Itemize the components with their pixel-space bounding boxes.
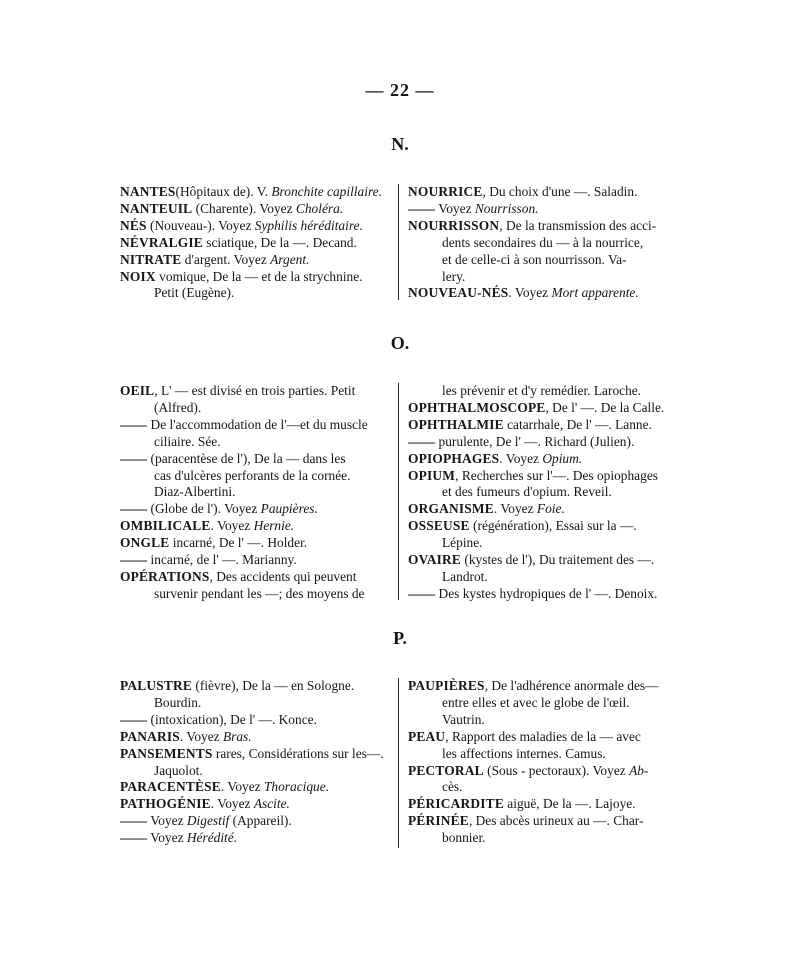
entry-first-line	[120, 417, 368, 432]
entry-first-line	[120, 235, 357, 250]
entry-continuation: et des fumeurs d'opium. Reveil.	[442, 484, 612, 500]
index-entry	[120, 451, 392, 502]
left-column	[120, 383, 392, 603]
entry-first-line	[408, 796, 636, 811]
left-column	[120, 678, 392, 847]
index-entry	[120, 678, 392, 712]
entry-first-line	[408, 184, 637, 199]
entry-heading: OVAIRE	[408, 552, 462, 568]
entry-text: Des kystes hydropiques de l' —. Denoix.	[435, 585, 658, 601]
entry-text: (Nouveau-). Voyez	[146, 217, 255, 233]
entry-first-line	[120, 552, 297, 567]
index-entry	[120, 252, 392, 269]
entry-continuation: Bourdin.	[154, 694, 202, 710]
entry-first-line	[120, 569, 356, 584]
index-entry	[408, 218, 680, 286]
entry-reference: Nourrisson.	[474, 200, 539, 216]
entry-continuation: Jaquolot.	[154, 762, 203, 778]
entry-heading: OPIOPHAGES	[408, 450, 500, 466]
entry-reference: Ab-	[629, 762, 649, 778]
entry-first-line	[120, 779, 329, 794]
entry-heading: NOURRISSON	[408, 217, 500, 233]
column-divider	[398, 383, 399, 600]
entry-reference: Foie.	[536, 501, 565, 517]
entry-reference: Paupières.	[260, 501, 318, 517]
index-entry	[408, 763, 680, 797]
entry-heading: ——	[120, 813, 148, 829]
index-entry	[120, 417, 392, 451]
entry-text: (kystes de l'), Du traitement des —.	[461, 552, 655, 568]
entry-text: (fièvre), De la — en Sologne.	[192, 678, 355, 693]
entry-heading: OPHTHALMOSCOPE	[408, 399, 546, 415]
index-entry	[120, 535, 392, 552]
entry-heading: PANARIS	[120, 728, 180, 744]
index-entry	[408, 796, 680, 813]
entry-heading: ——	[408, 200, 436, 216]
index-entry	[120, 218, 392, 235]
entry-heading: PARACENTÈSE	[120, 779, 221, 795]
entry-heading: OPHTHALMIE	[408, 416, 504, 432]
right-column	[408, 678, 680, 847]
entry-reference: Hérédité.	[186, 830, 238, 846]
entry-first-line	[408, 501, 565, 516]
entry-heading: PECTORAL	[408, 762, 484, 778]
column-divider	[398, 678, 399, 848]
index-entry	[120, 201, 392, 218]
entry-first-line	[120, 813, 292, 828]
entry-first-line	[408, 400, 664, 415]
entry-text: , Rapport des maladies de la — avec	[445, 728, 641, 744]
index-entry	[408, 678, 680, 729]
entry-heading: ——	[120, 501, 148, 517]
entry-first-line	[408, 451, 582, 466]
index-entry	[408, 501, 680, 518]
entry-text: . Voyez	[493, 501, 537, 517]
entry-reference: Opium.	[542, 450, 583, 466]
entry-heading: PÉRINÉE	[408, 813, 469, 829]
entry-continuation: survenir pendant les —; des moyens de	[154, 585, 365, 601]
index-entry	[120, 796, 392, 813]
index-entry	[120, 569, 392, 603]
entry-first-line	[408, 201, 539, 216]
index-entry	[408, 451, 680, 468]
entry-heading: ——	[120, 552, 148, 568]
entry-continuation: lery.	[442, 268, 466, 284]
entry-heading: OSSEUSE	[408, 518, 470, 534]
entry-heading: NANTEUIL	[120, 200, 193, 216]
entry-text: (intoxication), De l' —. Konce.	[147, 711, 317, 727]
entry-heading: ——	[120, 450, 148, 466]
index-entry	[408, 729, 680, 763]
entry-first-line	[408, 468, 658, 483]
index-entry	[408, 417, 680, 434]
entry-continuation: entre elles et avec le globe de l'œil.	[442, 694, 630, 710]
entry-heading: NOUVEAU-NÉS	[408, 285, 509, 301]
entry-first-line	[408, 552, 654, 567]
entry-heading: ——	[120, 416, 148, 432]
entry-text: . Voyez	[220, 779, 264, 795]
entry-heading: NOIX	[120, 268, 156, 284]
entry-text: purulente, De l' —. Richard (Julien).	[435, 433, 635, 449]
entry-tail: (Appareil).	[229, 813, 292, 829]
index-entry	[120, 501, 392, 518]
entry-first-line	[120, 729, 252, 744]
entry-text: . Voyez	[508, 285, 552, 301]
entry-first-line	[408, 218, 656, 233]
entry-first-line	[120, 830, 237, 845]
entry-first-line	[408, 285, 639, 300]
entry-text: Voyez	[435, 200, 475, 216]
entry-continuation: (Alfred).	[154, 399, 202, 415]
entry-reference: Ascite.	[253, 796, 290, 812]
entry-reference: Thoracique.	[263, 779, 330, 795]
entry-continuation: ciliaire. Sée.	[154, 433, 221, 449]
entry-text: vomique, De la — et de la strychnine.	[155, 268, 363, 284]
index-entry	[408, 201, 680, 218]
entry-heading: NÉS	[120, 217, 147, 233]
entry-first-line	[120, 201, 343, 216]
entry-heading: OPÉRATIONS	[120, 568, 210, 584]
entry-text: , Du choix d'une —. Saladin.	[482, 184, 638, 199]
entry-continuation: les prévenir et d'y remédier. Laroche.	[442, 383, 642, 398]
index-entry	[408, 383, 680, 400]
entry-reference: Argent.	[270, 251, 310, 267]
entry-heading: ONGLE	[120, 535, 170, 551]
index-entry	[408, 400, 680, 417]
entry-continuation: bonnier.	[442, 830, 486, 846]
entry-heading: OPIUM	[408, 467, 456, 483]
entry-text: , L' — est divisé en trois parties. Petit	[154, 383, 356, 398]
entry-text: catarrhale, De l' —. Lanne.	[503, 416, 652, 432]
index-entry	[120, 746, 392, 780]
entry-continuation: dents secondaires du — à la nourrice,	[442, 234, 644, 250]
entry-heading: PÉRICARDITE	[408, 796, 504, 812]
entry-first-line	[120, 535, 307, 550]
entry-text: , De l'adhérence anormale des—	[484, 678, 659, 693]
entry-heading: OMBILICALE	[120, 518, 211, 534]
entry-reference: Hernie.	[253, 518, 295, 534]
entry-first-line	[408, 678, 659, 693]
entry-heading: NITRATE	[120, 251, 182, 267]
entry-first-line	[408, 763, 648, 778]
entry-heading: OEIL	[120, 383, 155, 398]
page-number: — 22 —	[365, 80, 435, 100]
entry-reference: Digestif	[186, 813, 230, 829]
entry-first-line	[408, 417, 652, 432]
entry-text: , Des abcès urineux au —. Char-	[468, 813, 644, 829]
entry-continuation: Vautrin.	[442, 711, 485, 727]
entry-text: (Sous - pectoraux). Voyez	[483, 762, 630, 778]
index-entry	[120, 830, 392, 847]
entry-continuation: Diaz-Albertini.	[154, 484, 236, 500]
index-entry	[408, 586, 680, 603]
entry-first-line	[120, 269, 363, 284]
section-letter: P.	[393, 628, 407, 648]
entry-text: , De la transmission des acci-	[499, 217, 657, 233]
entry-reference: Mort apparente.	[551, 285, 639, 301]
entry-first-line	[120, 518, 294, 533]
entry-heading: ——	[408, 585, 436, 601]
entry-reference: Syphilis héréditaire.	[254, 217, 363, 233]
entry-first-line	[408, 518, 637, 533]
entry-heading: ORGANISME	[408, 501, 494, 517]
entry-heading: PATHOGÉNIE	[120, 796, 211, 812]
entry-reference: Bronchite capillaire.	[271, 184, 382, 199]
entry-first-line	[408, 434, 634, 449]
entry-continuation: et de celle-ci à son nourrisson. Va-	[442, 251, 627, 267]
entry-first-line	[120, 252, 309, 267]
column-divider	[398, 184, 399, 300]
index-entry	[408, 434, 680, 451]
entry-reference: Bras.	[222, 728, 252, 744]
entry-continuation: Lépine.	[442, 535, 483, 551]
entry-text: , Recherches sur l'—. Des opiophages	[455, 467, 658, 483]
entry-continuation: cès.	[442, 779, 463, 795]
entry-first-line	[408, 586, 657, 601]
entry-first-line	[120, 746, 384, 761]
entry-text: rares, Considérations sur les—.	[212, 745, 384, 761]
index-entry	[120, 184, 392, 201]
entry-text: sciatique, De la —. Decand.	[202, 234, 357, 250]
entry-text: incarné, de l' —. Marianny.	[147, 552, 297, 568]
index-entry	[120, 813, 392, 830]
index-entry	[120, 518, 392, 535]
index-entry	[408, 285, 680, 302]
entry-text: Voyez	[147, 813, 187, 829]
entry-heading: NÉVRALGIE	[120, 234, 203, 250]
entry-text: . Voyez	[210, 518, 254, 534]
entry-heading: NOURRICE	[408, 184, 483, 199]
index-entry	[120, 383, 392, 417]
entry-text: . Voyez	[499, 450, 543, 466]
entry-first-line	[120, 451, 346, 466]
entry-text: incarné, De l' —. Holder.	[169, 535, 308, 551]
entry-text: , De l' —. De la Calle.	[545, 399, 665, 415]
entry-heading: ——	[120, 711, 148, 727]
index-entry	[408, 552, 680, 586]
index-entry	[408, 518, 680, 552]
entry-heading: ——	[408, 433, 436, 449]
entry-first-line	[120, 678, 354, 693]
entry-heading: PALUSTRE	[120, 678, 193, 693]
right-column	[408, 383, 680, 603]
entry-text: (Hôpitaux de). V.	[175, 184, 272, 199]
entry-continuation: cas d'ulcères perforants de la cornée.	[154, 467, 351, 483]
left-column	[120, 184, 392, 302]
right-column	[408, 184, 680, 302]
entry-first-line	[120, 218, 363, 233]
section-letter: N.	[391, 134, 409, 154]
entry-text: (Charente). Voyez	[192, 200, 296, 216]
entry-text: . Voyez	[179, 728, 223, 744]
index-entry	[120, 269, 392, 303]
entry-heading: ——	[120, 830, 148, 846]
entry-text: (régénération), Essai sur la —.	[469, 518, 637, 534]
entry-first-line	[120, 796, 290, 811]
entry-first-line	[120, 184, 382, 199]
index-entry	[120, 552, 392, 569]
entry-text: De l'accommodation de l'—et du muscle	[147, 416, 368, 432]
section-letter: O.	[390, 333, 410, 353]
index-entry	[408, 184, 680, 201]
entry-text: . Voyez	[210, 796, 254, 812]
entry-text: aiguë, De la —. Lajoye.	[503, 796, 636, 812]
entry-first-line	[408, 729, 641, 744]
entry-continuation: Petit (Eugène).	[154, 285, 235, 301]
entry-first-line	[120, 501, 318, 516]
entry-heading: NANTES	[120, 184, 176, 199]
entry-heading: PAUPIÈRES	[408, 678, 485, 693]
index-entry	[120, 712, 392, 729]
entry-text: Voyez	[147, 830, 187, 846]
entry-text: d'argent. Voyez	[181, 251, 271, 267]
entry-continuation: les affections internes. Camus.	[442, 745, 606, 761]
index-entry	[120, 235, 392, 252]
index-entry	[408, 468, 680, 502]
entry-first-line	[408, 813, 643, 828]
entry-text: , Des accidents qui peuvent	[209, 568, 357, 584]
entry-text: (Globe de l'). Voyez	[147, 501, 261, 517]
entry-continuation: Landrot.	[442, 568, 488, 584]
index-entry	[408, 813, 680, 847]
entry-heading: PANSEMENTS	[120, 745, 213, 761]
entry-text: (paracentèse de l'), De la — dans les	[147, 450, 346, 466]
index-entry	[120, 729, 392, 746]
entry-reference: Choléra.	[295, 200, 344, 216]
index-entry	[120, 779, 392, 796]
entry-heading: PEAU	[408, 728, 446, 744]
entry-first-line	[120, 712, 317, 727]
entry-first-line	[120, 383, 355, 398]
